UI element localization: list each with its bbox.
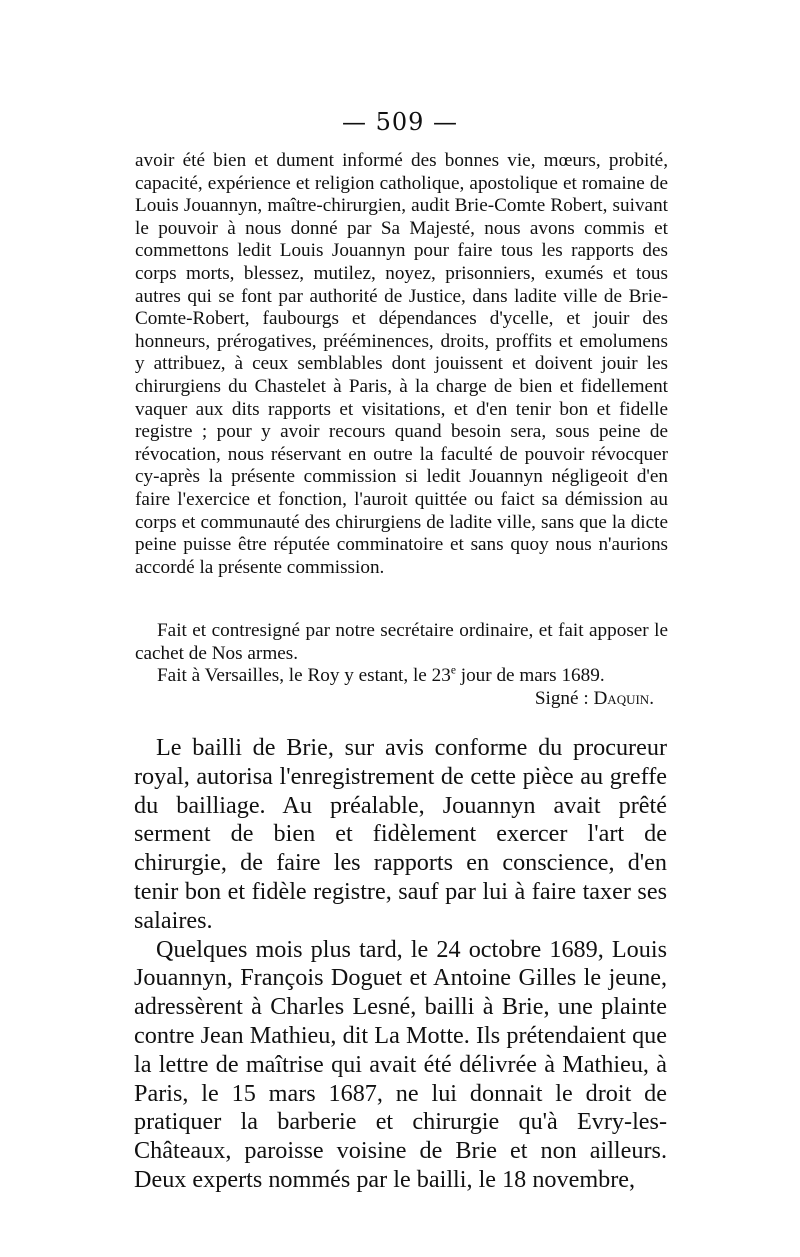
date-text-before: Fait à Versailles, le Roy y estant, le 23 [157,665,451,687]
signed-label: Signé : [534,687,594,709]
body-paragraph-1: Le bailli de Brie, sur avis conforme du procureur royal, autorisa l'enregistrement de cette pièce au greffe du bailliage. Au préalable, Jouannyn avait prêté serment de bien et fidèlement exercer l'art de chirurgie, de faire les rapports en conscience, d'en tenir bon et fidèle registre, sauf par lui à faire taxer ses salaires. [134,734,667,934]
signature-line [135,688,668,711]
quoted-commission-closing [135,620,668,710]
page-number: — 509 — [341,108,459,136]
body-paragraph-2: Quelques mois plus tard, le 24 octobre 1689, Louis Jouannyn, François Doguet et Antoine Gilles le jeune, adressèrent à Charles Lesné, bailli à Brie, une plainte contre Jean Mathieu, dit La Motte. Ils prétendaient que la lettre de maîtrise qui avait été délivrée à Mathieu, à Paris, le 15 mars 1687, ne lui donnait le droit de pratiquer la barberie et chirurgie qu'à Evry-les-Châteaux, paroisse voisine de Brie et non ailleurs. Deux experts nommés par le bailli, le 18 novembre, [134,935,667,1193]
date-line [135,665,668,688]
commission-paragraph: avoir été bien et dument informé des bonnes vie, mœurs, probité, capacité, expérience et religion catholique, apostolique et romaine de Louis Jouannyn, maître-chirurgien, audit Brie-Comte Robert, suivant le pouvoir à nous donné par Sa Majesté, nous avons commis et commettons ledit Louis Jouannyn pour faire tous les rapports des corps morts, blessez, mutilez, noyez, prisonniers, exumés et tous autres qui se font par authorité de Justice, dans ladite ville de Brie-Comte-Robert, faubourgs et dépendances d'ycelle, et jouir des honneurs, prérogatives, prééminences, droits, proffits et emolumens y attribuez, à ceux semblables dont jouissent et doivent jouir les chirurgiens du Chastelet à Paris, à la charge de bien et fidellement vaquer aux dits rapports et visitations, et d'en tenir bon et fidelle registre ; pour y avoir recours quand besoin sera, sous peine de révocation, nous réservant en outre la faculté de pouvoir révocquer cy-après la présente commission si ledit Jouannyn négligeoit d'en faire l'exercice et fonction, l'auroit quittée ou faict sa démission au corps et communauté des chirurgiens de ladite ville, sans que la dicte peine puisse être réputée comminatoire et sans quoy nous n'aurions accordé la présente commission. [135,150,668,578]
date-superscript: e [450,664,456,677]
countersign-paragraph: Fait et contresigné par notre secrétaire ordinaire, et fait apposer le cachet de Nos armes. [135,620,668,664]
quoted-commission [135,150,668,579]
main-text [134,734,667,1195]
date-text-after: jour de mars 1689. [455,665,605,687]
signed-name: Daquin. [593,687,654,709]
